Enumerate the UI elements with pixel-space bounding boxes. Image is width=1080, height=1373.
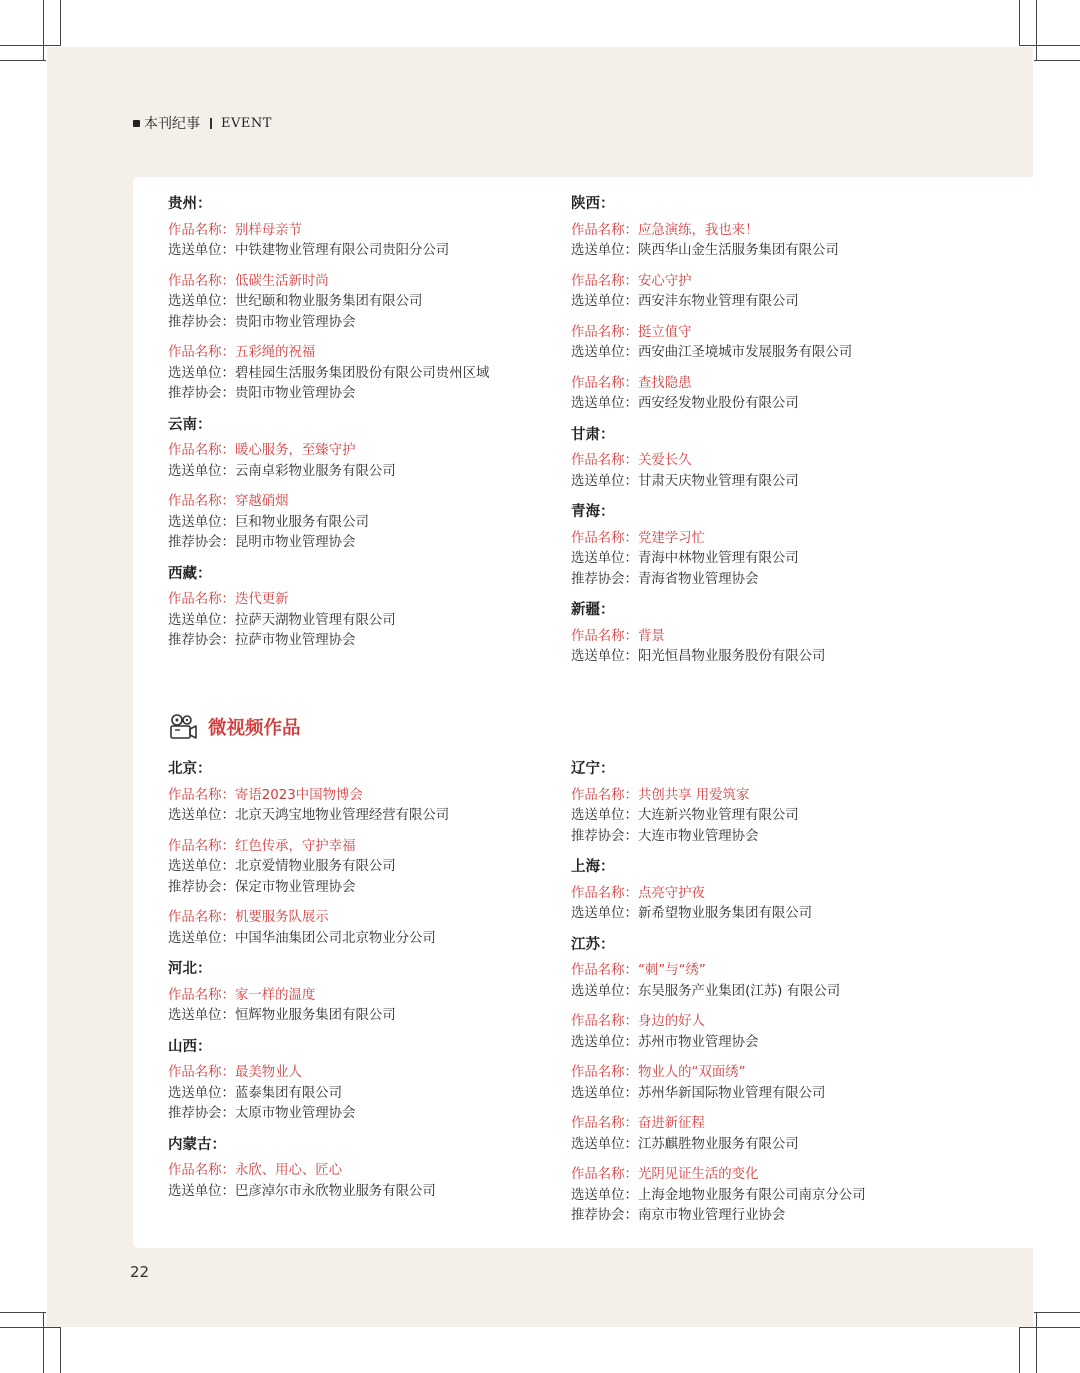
crop-mark: [60, 1327, 61, 1373]
region-group: [571, 935, 866, 1227]
crop-mark: [1020, 1327, 1080, 1328]
entry-item: [571, 884, 866, 925]
crop-mark: [1034, 60, 1080, 61]
entry-item: [168, 1161, 449, 1202]
crop-mark: [1036, 0, 1037, 60]
video-camera-icon: [168, 713, 198, 741]
work-title: 作品名称：红色传承，守护幸福: [168, 838, 356, 854]
entry-item: [168, 786, 449, 827]
region-group: [571, 600, 852, 668]
recommending-association: 推荐协会：南京市物业管理行业协会: [571, 1208, 786, 1223]
work-title: 作品名称：别样母亲节: [168, 222, 302, 238]
entry-item: [571, 374, 852, 415]
recommending-association: 推荐协会：太原市物业管理协会: [168, 1106, 356, 1121]
region-heading: 青海：: [571, 504, 615, 520]
entry-item: [571, 1165, 866, 1227]
entry-item: [571, 627, 852, 668]
entry-item: [168, 1063, 449, 1125]
recommending-association: 推荐协会：昆明市物业管理协会: [168, 535, 356, 550]
entry-item: [571, 1012, 866, 1053]
entry-item: [168, 837, 449, 899]
crop-mark: [0, 1327, 60, 1328]
entry-item: [571, 272, 852, 313]
entry-item: [168, 272, 489, 334]
submitting-unit: 选送单位：中国华油集团公司北京物业分公司: [168, 930, 436, 946]
region-heading: 河北：: [168, 961, 212, 977]
work-title: 作品名称：物业人的“双面绣”: [571, 1065, 746, 1080]
entry-item: [571, 323, 852, 364]
work-title: 作品名称：应急演练，我也来！: [571, 222, 759, 238]
submitting-unit: 选送单位：巨和物业服务有限公司: [168, 514, 369, 530]
crop-mark: [0, 60, 46, 61]
entry-item: [571, 961, 866, 1002]
submitting-unit: 选送单位：西安曲江圣境城市发展服务有限公司: [571, 345, 853, 360]
region-heading: 山西：: [168, 1038, 212, 1055]
work-title: 作品名称：五彩绳的祝福: [168, 345, 316, 360]
work-title: 作品名称：家一样的温度: [168, 987, 316, 1003]
entry-item: [571, 786, 866, 848]
work-title: 作品名称：迭代更新: [168, 592, 289, 607]
header-title-cn: 本刊纪事: [144, 116, 200, 132]
submitting-unit: 选送单位：中铁建物业管理有限公司贵阳分公司: [168, 243, 450, 258]
region-group: [571, 425, 852, 493]
recommending-association: 推荐协会：青海省物业管理协会: [571, 571, 759, 587]
submitting-unit: 选送单位：青海中林物业管理有限公司: [571, 551, 799, 566]
recommending-association: 推荐协会：贵阳市物业管理协会: [168, 314, 356, 330]
crop-mark: [1036, 1313, 1037, 1373]
work-title: 作品名称：低碳生活新时尚: [168, 273, 329, 289]
work-title: 作品名称：点亮守护夜: [571, 885, 705, 901]
entry-item: [571, 529, 852, 591]
crop-mark: [1019, 0, 1020, 46]
region-heading: 甘肃：: [571, 426, 615, 443]
entry-item: [168, 441, 489, 482]
region-group: [168, 194, 489, 405]
region-heading: 内蒙古：: [168, 1136, 226, 1153]
section-title: 微视频作品: [208, 718, 301, 739]
header-bullet-icon: [133, 120, 140, 127]
submitting-unit: 选送单位：新希望物业服务集团有限公司: [571, 906, 813, 921]
region-group: [571, 759, 866, 847]
work-title: 作品名称：奋进新征程: [571, 1116, 705, 1131]
work-title: 作品名称：查找隐患: [571, 375, 692, 391]
column-top-left: [168, 194, 489, 662]
region-heading: 云南：: [168, 416, 212, 433]
region-heading: 西藏：: [168, 565, 212, 582]
entry-item: [168, 492, 489, 554]
entry-item: [571, 1114, 866, 1155]
submitting-unit: 选送单位：西安经发物业股份有限公司: [571, 396, 799, 411]
recommending-association: 推荐协会：贵阳市物业管理协会: [168, 386, 356, 401]
region-group: [168, 959, 449, 1027]
crop-mark: [60, 0, 61, 46]
crop-mark: [0, 45, 60, 46]
work-title: 作品名称：穿越硝烟: [168, 494, 289, 509]
work-title: 作品名称：寄语2023中国物博会: [168, 787, 363, 803]
recommending-association: 推荐协会：大连市物业管理协会: [571, 828, 759, 844]
work-title: 作品名称：最美物业人: [168, 1065, 302, 1080]
region-heading: 江苏：: [571, 936, 615, 953]
submitting-unit: 选送单位：大连新兴物业管理有限公司: [571, 808, 799, 823]
recommending-association: 推荐协会：保定市物业管理协会: [168, 879, 356, 895]
submitting-unit: 选送单位：碧桂园生活服务集团股份有限公司贵州区域: [168, 365, 490, 381]
submitting-unit: 选送单位：世纪颐和物业服务集团有限公司: [168, 294, 423, 309]
submitting-unit: 选送单位：阳光恒昌物业服务股份有限公司: [571, 649, 826, 664]
submitting-unit: 选送单位：苏州市物业管理协会: [571, 1034, 759, 1050]
page-number: 22: [130, 1263, 150, 1281]
region-heading: 辽宁：: [571, 761, 615, 777]
region-group: [168, 564, 489, 652]
region-heading: 贵州：: [168, 196, 212, 212]
submitting-unit: 选送单位：北京天鸿宝地物业管理经营有限公司: [168, 808, 450, 823]
region-group: [168, 415, 489, 554]
entry-item: [168, 590, 489, 652]
region-group: [571, 857, 866, 925]
submitting-unit: 选送单位：上海金地物业服务有限公司南京分公司: [571, 1187, 866, 1203]
work-title: 作品名称：身边的好人: [571, 1014, 705, 1029]
region-heading: 新疆：: [571, 602, 615, 618]
running-header: [133, 113, 272, 133]
crop-mark: [0, 1312, 46, 1313]
work-title: 作品名称：共创共享 用爱筑家: [571, 787, 750, 803]
submitting-unit: 选送单位：云南卓彩物业服务有限公司: [168, 463, 396, 479]
submitting-unit: 选送单位：甘肃天庆物业管理有限公司: [571, 473, 799, 489]
submitting-unit: 选送单位：北京爱情物业服务有限公司: [168, 859, 396, 874]
submitting-unit: 选送单位：江苏麒胜物业服务有限公司: [571, 1136, 799, 1152]
work-title: 作品名称：安心守护: [571, 273, 692, 289]
header-separator: [210, 118, 212, 129]
submitting-unit: 选送单位：巴彦淖尔市永欣物业服务有限公司: [168, 1183, 436, 1199]
submitting-unit: 选送单位：苏州华新国际物业管理有限公司: [571, 1085, 826, 1101]
work-title: 作品名称：永欣、用心、匠心: [168, 1163, 343, 1178]
entry-item: [571, 221, 852, 262]
region-group: [168, 1135, 449, 1203]
region-group: [571, 502, 852, 590]
work-title: 作品名称：“刺”与“绣”: [571, 963, 706, 978]
submitting-unit: 选送单位：蓝泰集团有限公司: [168, 1085, 343, 1101]
entry-item: [168, 221, 489, 262]
region-group: [168, 759, 449, 949]
work-title: 作品名称：关爱长久: [571, 453, 692, 468]
work-title: 作品名称：机要服务队展示: [168, 910, 329, 925]
submitting-unit: 选送单位：拉萨天湖物业管理有限公司: [168, 612, 396, 628]
submitting-unit: 选送单位：恒辉物业服务集团有限公司: [168, 1008, 396, 1023]
work-title: 作品名称：党建学习忙: [571, 530, 705, 546]
region-heading: 陕西：: [571, 196, 615, 212]
region-group: [168, 1037, 449, 1125]
crop-mark: [43, 1313, 44, 1373]
work-title: 作品名称：暖心服务，至臻守护: [168, 443, 356, 458]
entry-item: [168, 343, 489, 405]
entry-item: [571, 451, 852, 492]
column-top-right: [571, 194, 852, 678]
work-title: 作品名称：背景: [571, 628, 665, 644]
region-heading: 北京：: [168, 761, 212, 777]
crop-mark: [1019, 1327, 1020, 1373]
header-title-en: EVENT: [221, 115, 272, 131]
entry-item: [571, 1063, 866, 1104]
column-bottom-left: [168, 759, 449, 1212]
column-bottom-right: [571, 759, 866, 1237]
submitting-unit: 选送单位：东吴服务产业集团(江苏) 有限公司: [571, 983, 841, 999]
submitting-unit: 选送单位：陕西华山金生活服务集团有限公司: [571, 243, 839, 258]
submitting-unit: 选送单位：西安沣东物业管理有限公司: [571, 294, 799, 309]
work-title: 作品名称：光阴见证生活的变化: [571, 1167, 759, 1182]
work-title: 作品名称：挺立值守: [571, 324, 692, 340]
section-heading: [168, 713, 301, 741]
entry-item: [168, 908, 449, 949]
region-heading: 上海：: [571, 859, 615, 875]
crop-mark: [43, 0, 44, 60]
region-group: [571, 194, 852, 415]
entry-item: [168, 986, 449, 1027]
crop-mark: [1020, 45, 1080, 46]
recommending-association: 推荐协会：拉萨市物业管理协会: [168, 633, 356, 648]
crop-mark: [1034, 1312, 1080, 1313]
